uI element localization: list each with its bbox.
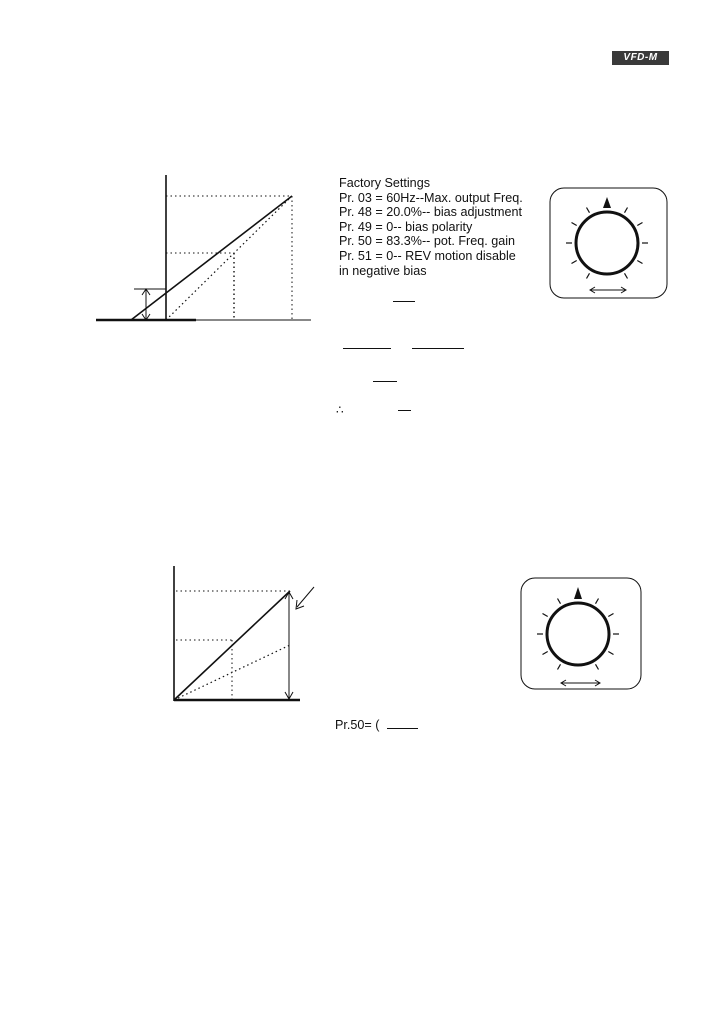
setting-line-pr48: Pr. 48 = 20.0%-- bias adjustment bbox=[339, 205, 523, 220]
knob-pointer-icon bbox=[574, 587, 582, 599]
pr50-fraction-bar bbox=[387, 728, 418, 729]
knob-tick bbox=[608, 614, 613, 617]
knob-tick bbox=[543, 652, 548, 655]
vfd-m-logo: VFD-M bbox=[612, 51, 669, 65]
knob-tick bbox=[596, 664, 599, 669]
pr50-formula bbox=[335, 718, 379, 732]
setting-line-pr03: Pr. 03 = 60Hz--Max. output Freq. bbox=[339, 190, 523, 205]
factory-settings-title: Factory Settings bbox=[339, 176, 430, 190]
knob-tick bbox=[558, 599, 561, 604]
knob-tick bbox=[596, 599, 599, 604]
therefore-symbol: ∴ bbox=[336, 403, 344, 417]
knob-tick bbox=[558, 664, 561, 669]
setting-line-pr51: Pr. 51 = 0-- REV motion disable bbox=[339, 248, 516, 263]
potentiometer-knob-icon bbox=[547, 603, 609, 665]
bidirectional-arrow-icon bbox=[561, 680, 600, 686]
knob-tick bbox=[608, 652, 613, 655]
knob-tick bbox=[543, 614, 548, 617]
setting-line-negative-bias: in negative bias bbox=[339, 263, 427, 278]
pr50-formula-text: Pr.50= ( bbox=[335, 718, 380, 732]
setting-line-pr50: Pr. 50 = 83.3%-- pot. Freq. gain bbox=[339, 234, 516, 249]
knob-ticks bbox=[537, 599, 619, 670]
setting-line-pr49: Pr. 49 = 0-- bias polarity bbox=[339, 219, 473, 234]
